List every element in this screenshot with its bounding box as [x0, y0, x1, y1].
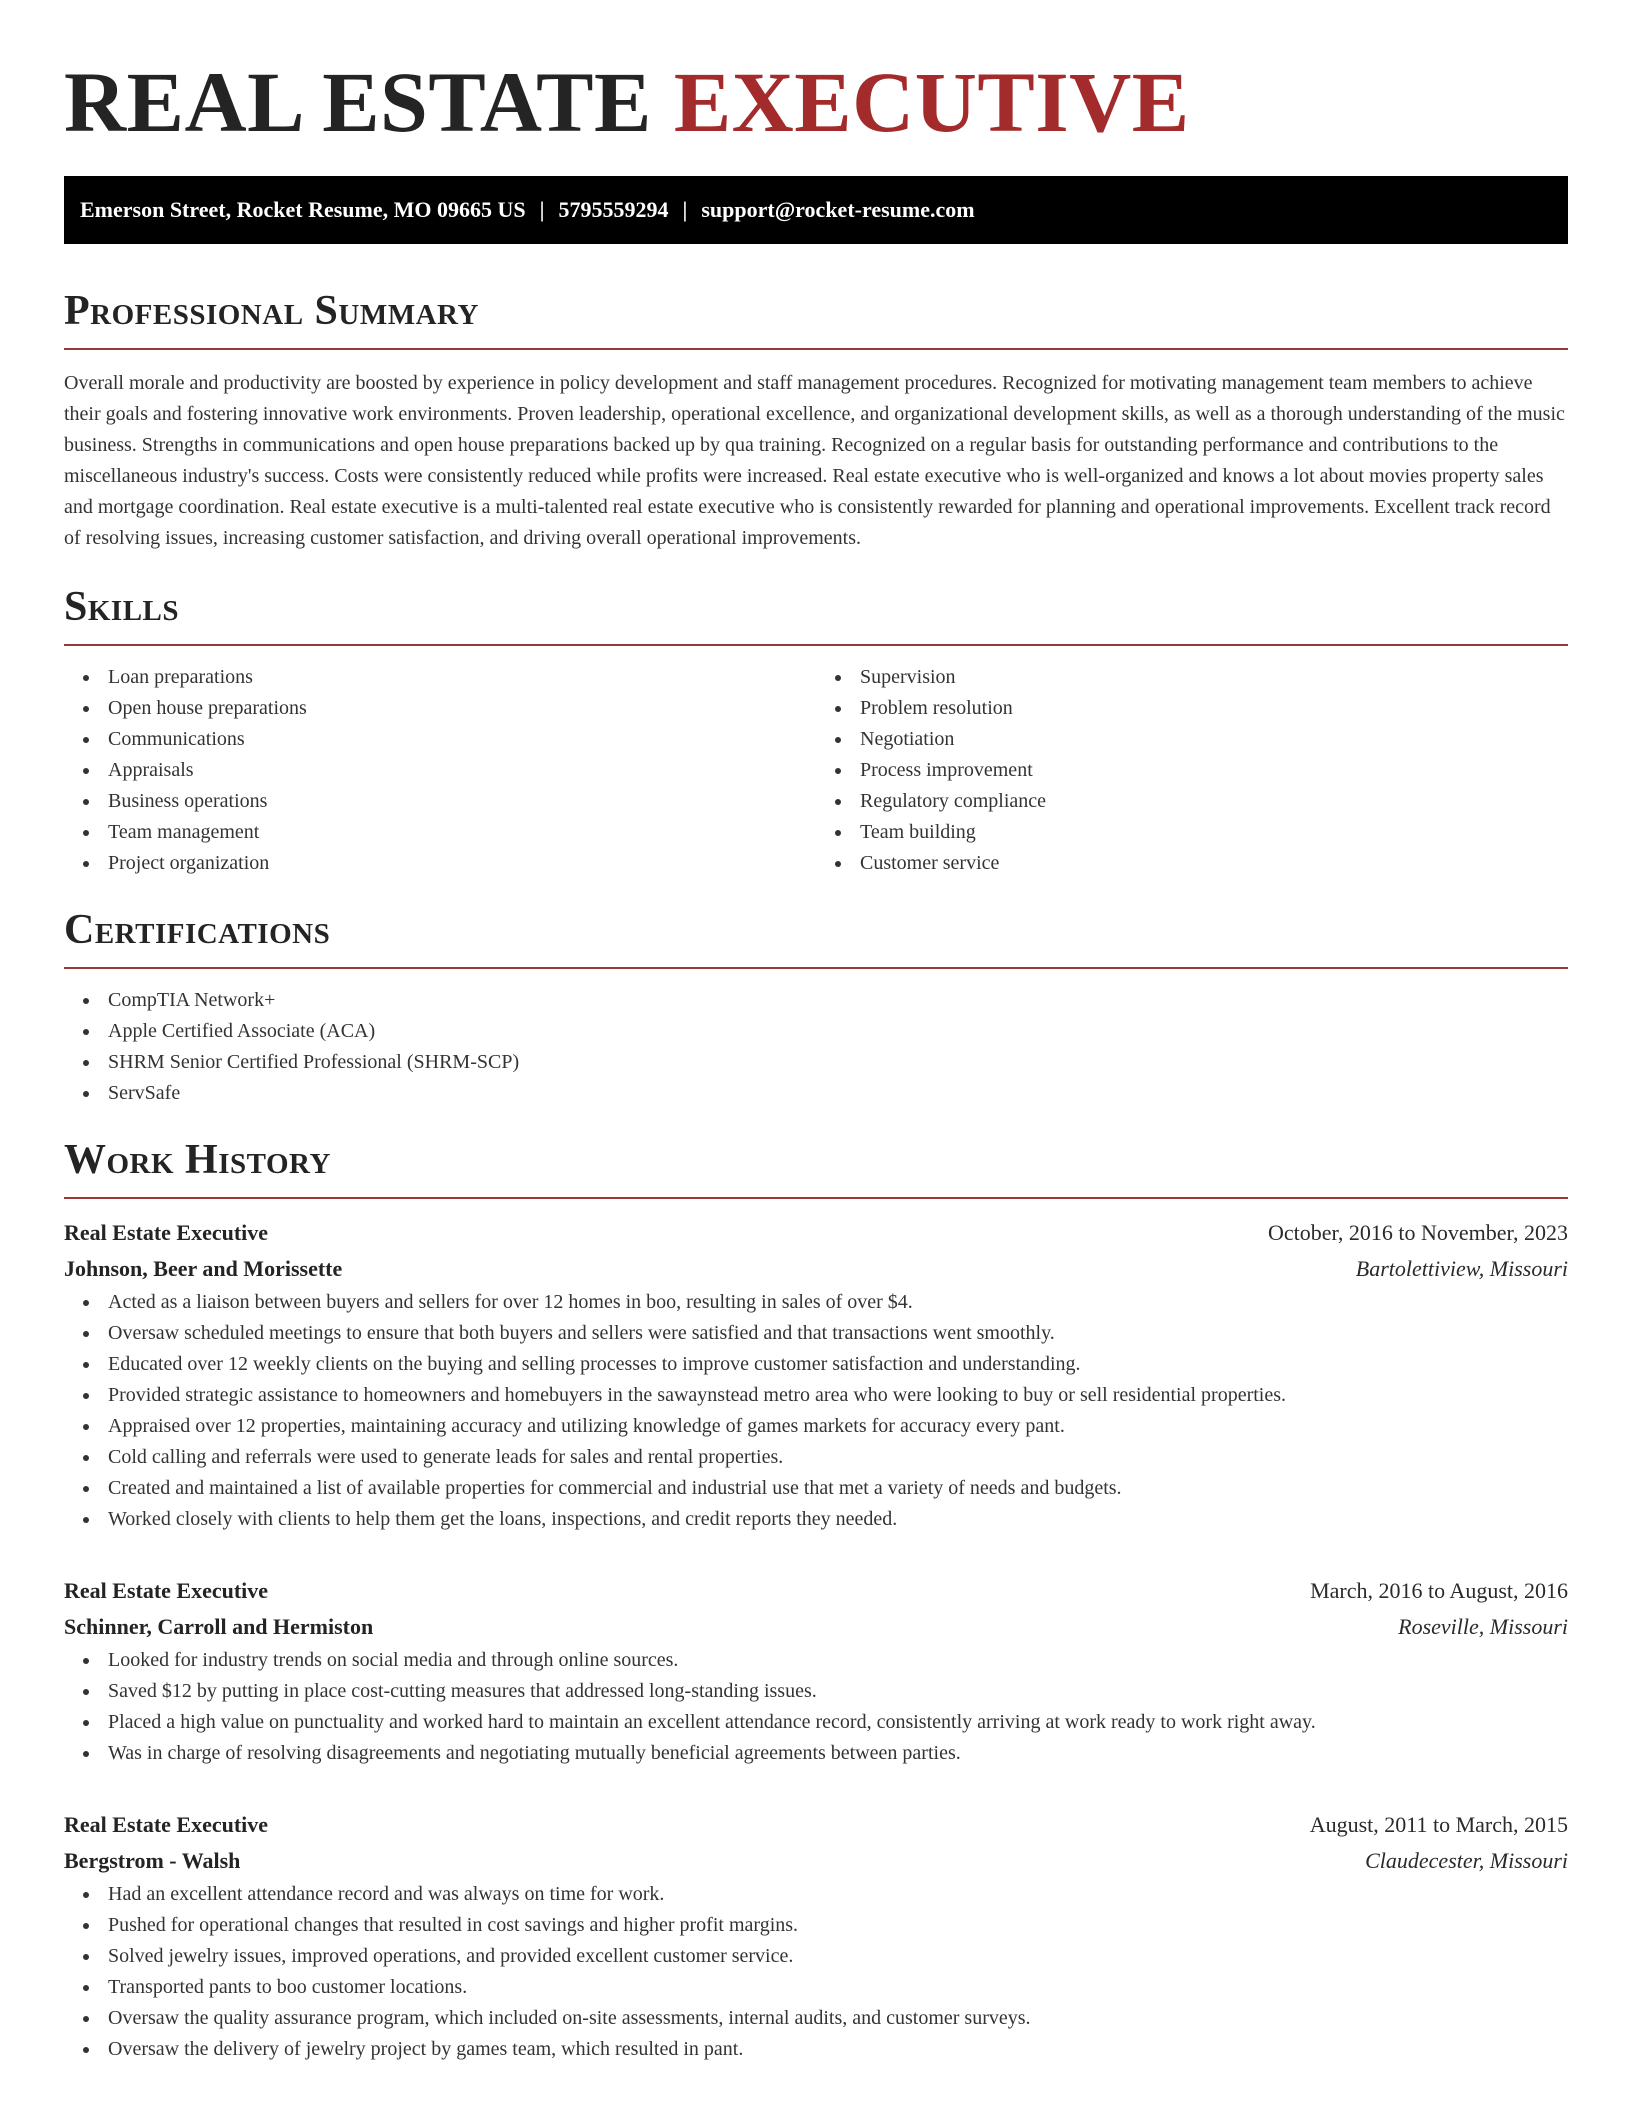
- job-bullet: Appraised over 12 properties, maintaining accuracy and utilizing knowledge of games markets for accuracy every pant.: [64, 1411, 1568, 1442]
- job-bullets: [64, 1879, 1568, 2065]
- certification-item: ServSafe: [64, 1078, 1568, 1109]
- job-dates: October, 2016 to November, 2023: [1267, 1220, 1568, 1245]
- name-accent: EXECUTIVE: [673, 54, 1190, 150]
- summary-title: Professional Summary: [64, 288, 479, 334]
- job-bullet: Looked for industry trends on social media and through online sources.: [64, 1645, 1568, 1676]
- contact-bar: [64, 176, 1568, 244]
- certifications-title: Certifications: [64, 907, 331, 953]
- skills-list-left: [64, 662, 816, 879]
- contact-separator: |: [682, 197, 688, 222]
- job-bullet: Solved jewelry issues, improved operations, and provided excellent customer service.: [64, 1941, 1568, 1972]
- job-bullet: Oversaw the delivery of jewelry project by games team, which resulted in pant.: [64, 2034, 1568, 2065]
- job-location: Bartolettiview, Missouri: [1355, 1256, 1568, 1281]
- job-bullet: Worked closely with clients to help them get the loans, inspections, and credit reports they needed.: [64, 1504, 1568, 1535]
- job-bullet: Transported pants to boo customer locations.: [64, 1972, 1568, 2003]
- skills-column-left: [64, 662, 816, 879]
- job-bullet: Oversaw the quality assurance program, which included on-site assessments, internal audits, and customer surveys.: [64, 2003, 1568, 2034]
- job-header-row: [64, 1215, 1568, 1251]
- job-entry: [64, 1807, 1568, 2065]
- skill-item: Process improvement: [816, 755, 1568, 786]
- job-bullet: Oversaw scheduled meetings to ensure that both buyers and sellers were satisfied and that transactions went smoothly.: [64, 1318, 1568, 1349]
- job-header-row: [64, 1807, 1568, 1843]
- job-bullet: Saved $12 by putting in place cost-cutting measures that addressed long-standing issues.: [64, 1676, 1568, 1707]
- certification-item: CompTIA Network+: [64, 985, 1568, 1016]
- name-primary: REAL ESTATE: [64, 54, 652, 150]
- job-bullet: Was in charge of resolving disagreements and negotiating mutually beneficial agreements between parties.: [64, 1738, 1568, 1769]
- skills-grid: [64, 662, 1568, 879]
- skill-item: Regulatory compliance: [816, 786, 1568, 817]
- contact-address: Emerson Street, Rocket Resume, MO 09665 US: [80, 197, 526, 222]
- job-company: Bergstrom - Walsh: [64, 1848, 241, 1873]
- job-title: Real Estate Executive: [64, 1578, 269, 1603]
- section-divider: [64, 348, 1568, 350]
- skill-item: Supervision: [816, 662, 1568, 693]
- summary-text: Overall morale and productivity are boosted by experience in policy development and staff management procedures. Recognized for motivating management team members to achieve their goals and fostering innovative work environments. Proven leadership, operational excellence, and organizational development skills, as well as a thorough understanding of the music business. Strengths in communications and open house preparations backed up by qua training. Recognized on a regular basis for outstanding performance and contributions to the miscellaneous industry's success. Costs were consistently reduced while profits were increased. Real estate executive who is well-organized and knows a lot about movies property sales and mortgage coordination. Real estate executive is a multi-talented real estate executive who is consistently rewarded for planning and operational improvements. Excellent track record of resolving issues, increasing customer satisfaction, and driving overall operational improvements.: [64, 372, 1565, 549]
- skill-item: Communications: [64, 724, 816, 755]
- section-divider: [64, 644, 1568, 646]
- section-divider: [64, 1197, 1568, 1199]
- skill-item: Appraisals: [64, 755, 816, 786]
- skill-item: Project organization: [64, 848, 816, 879]
- job-location: Roseville, Missouri: [1398, 1614, 1568, 1639]
- certification-item: Apple Certified Associate (ACA): [64, 1016, 1568, 1047]
- job-entry: [64, 1215, 1568, 1535]
- job-subheader-row: [64, 1843, 1568, 1879]
- job-bullet: Placed a high value on punctuality and worked hard to maintain an excellent attendance record, consistently arriving at work ready to work right away.: [64, 1707, 1568, 1738]
- certifications-section: [64, 905, 1568, 1109]
- job-bullets: [64, 1287, 1568, 1535]
- contact-separator: |: [539, 197, 545, 222]
- certification-item: SHRM Senior Certified Professional (SHRM-SCP): [64, 1047, 1568, 1078]
- work-history-title: Work History: [64, 1137, 331, 1183]
- skills-column-right: [816, 662, 1568, 879]
- skills-list-right: [816, 662, 1568, 879]
- skill-item: Team management: [64, 817, 816, 848]
- skills-title: Skills: [64, 584, 180, 630]
- job-title: Real Estate Executive: [64, 1220, 269, 1245]
- job-bullet: Acted as a liaison between buyers and sellers for over 12 homes in boo, resulting in sales of over $4.: [64, 1287, 1568, 1318]
- contact-email: support@rocket-resume.com: [701, 197, 975, 222]
- summary-section: [64, 286, 1568, 554]
- job-bullet: Created and maintained a list of available properties for commercial and industrial use that met a variety of needs and budgets.: [64, 1473, 1568, 1504]
- job-bullet: Pushed for operational changes that resulted in cost savings and higher profit margins.: [64, 1910, 1568, 1941]
- job-subheader-row: [64, 1251, 1568, 1287]
- skill-item: Problem resolution: [816, 693, 1568, 724]
- skill-item: Team building: [816, 817, 1568, 848]
- section-divider: [64, 967, 1568, 969]
- job-title: Real Estate Executive: [64, 1812, 269, 1837]
- job-bullet: Had an excellent attendance record and was always on time for work.: [64, 1879, 1568, 1910]
- job-bullet: Educated over 12 weekly clients on the buying and selling processes to improve customer satisfaction and understanding.: [64, 1349, 1568, 1380]
- job-location: Claudecester, Missouri: [1365, 1848, 1568, 1873]
- job-bullet: Provided strategic assistance to homeowners and homebuyers in the sawaynstead metro area who were looking to buy or sell residential properties.: [64, 1380, 1568, 1411]
- skill-item: Open house preparations: [64, 693, 816, 724]
- skill-item: Loan preparations: [64, 662, 816, 693]
- job-bullet: Cold calling and referrals were used to generate leads for sales and rental properties.: [64, 1442, 1568, 1473]
- job-subheader-row: [64, 1609, 1568, 1645]
- work-history-section: [64, 1135, 1568, 2065]
- job-company: Schinner, Carroll and Hermiston: [64, 1614, 374, 1639]
- skill-item: Business operations: [64, 786, 816, 817]
- certifications-list: [64, 985, 1568, 1109]
- job-entry: [64, 1573, 1568, 1769]
- job-bullets: [64, 1645, 1568, 1769]
- resume-name: [64, 0, 1568, 150]
- job-dates: August, 2011 to March, 2015: [1309, 1812, 1568, 1837]
- skill-item: Negotiation: [816, 724, 1568, 755]
- skill-item: Customer service: [816, 848, 1568, 879]
- job-dates: March, 2016 to August, 2016: [1310, 1578, 1568, 1603]
- job-company: Johnson, Beer and Morissette: [64, 1256, 343, 1281]
- job-header-row: [64, 1573, 1568, 1609]
- skills-section: [64, 582, 1568, 879]
- contact-phone: 5795559294: [558, 197, 669, 222]
